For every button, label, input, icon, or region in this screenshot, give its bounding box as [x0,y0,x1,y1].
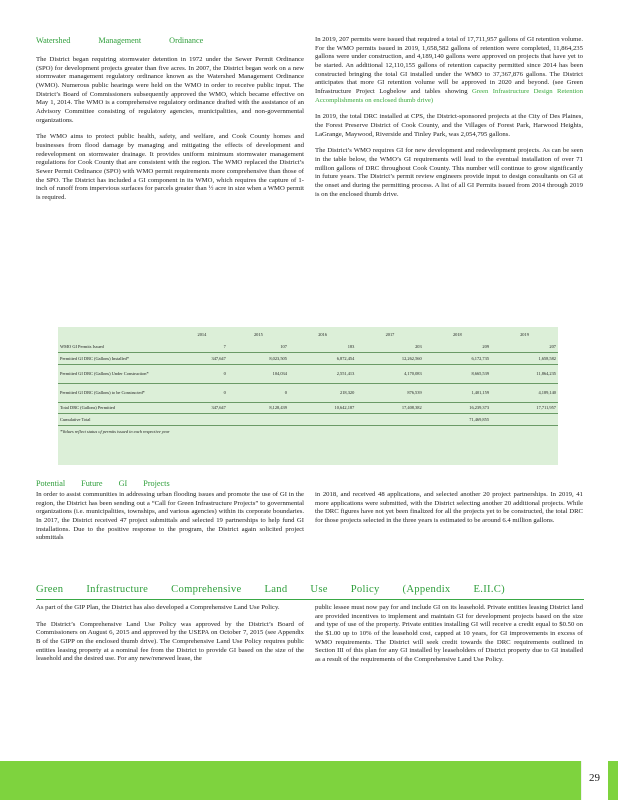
table-row-label: Permitted GI DRC (Gallons) Installed* [58,353,176,365]
table-cell: 6,872,454 [289,353,356,365]
table-cell: 0 [176,364,228,383]
table-row [58,383,558,402]
land-use-policy-heading-text: Green Infrastructure Comprehensive Land Use Policy (Appendix E.II.C) [36,584,505,595]
watershed-right-paragraph-1 [315,36,583,105]
potential-right-paragraph: in 2018, and received 48 applications, and selected another 20 project partnerships. In 2019, 41 more applications were submitted, with the District selecting another 20 additional projects. While the DRC figures have not yet been finalized for all the projects yet to be constructed, the total DRC for those projects selected in the three years is estimated to be around 6.4 million gallons. [315,491,583,524]
table-year: 2018 [452,331,462,337]
table-year: 2015 [253,331,263,337]
table-cell: 12,262,560 [356,353,423,365]
table-cell: 11,864,235 [491,364,558,383]
table-cell: 8,665,539 [424,364,491,383]
table-cell: 1,658,582 [491,353,558,365]
watershed-right-paragraph-3: The District’s WMO requires GI for new development and redevelopment projects. As can be seen in the table below, the WMO’s GI requirements will lead to the eventual installation of over 71 million gallons of DRC throughout Cook County. This number will continue to grow significantly in future years. The District’s permit review engineers provide input to design consultants on GI at the onset and during the permitting process. A list of all GI Permits issued from 2014 through 2019 is on the enclosed thumb drive. [315,147,583,198]
land-use-left-paragraph-1: As part of the GIP Plan, the District has also developed a Comprehensive Land Use Policy. [36,604,280,611]
table-row [58,402,558,414]
land-use-right-paragraph: public lessee must now pay for and include GI on its leasehold. Private entities leasing District land are provided incentives to implement and maintain GI for development projects based on the size and type of use of the property. Private entities installing GI will receive a credit equal to $0.50 on the $1.00 up to 10% of the leasehold cost, capped at 10 years, for GI improvements in excess of WMO requirements. The District will seek credit towards the DRC requirements outlined in Section III of this plan for any GI installed by leaseholders of District property due to GI installed as a result of the requirements of the Comprehensive Land Use Policy. [315,604,583,663]
potential-left-column [36,491,304,551]
table-cell: 17,408,382 [356,402,423,414]
potential-right-column [315,491,583,534]
watershed-right-paragraph-2: In 2019, the total DRC installed at CPS, the District-sponsored projects at the City of Des Plaines, the Forest Preserve District of Cook County, and the Villages of Forest Park, Harwood Heights, LaGrange, Maywood, Riverside and Tinley Park, was 2,054,795 gallons. [315,113,583,138]
footer-bar [0,761,618,800]
table-year: 2017 [385,331,395,337]
table-row-label: Permitted GI DRC (Gallons) to be Constructed* [58,383,176,402]
table-cell: 7 [223,344,226,350]
table-cell: 2,551,413 [289,364,356,383]
table-cumulative-label: Cumulative Total [58,414,176,426]
table-cell: 16,239,373 [424,402,491,414]
table-row [58,364,558,383]
table-cumulative-value: 71,469,855 [424,414,491,426]
table-cell: 347,647 [176,353,228,365]
land-use-right-column [315,604,583,673]
section-divider [36,599,584,600]
page-number: 29 [589,772,600,784]
table-year: 2014 [197,331,207,337]
table-cell: 1,401,159 [424,383,491,402]
table-cell: 8,128,439 [228,402,289,414]
table-cumulative-row [58,414,558,426]
table-note-row [58,425,558,437]
green-infrastructure-accomplishments-link[interactable]: Green Infrastructure Design Retention Accomplishments on enclosed thumb drive) [315,87,583,104]
table-cell: 207 [549,344,556,350]
land-use-left-column [36,604,304,672]
watershed-left-paragraph-1: The District began requiring stormwater detention in 1972 under the Sewer Permit Ordinance (SPO) for development projects greater than five acres. In 2007, the District began work on a new stormwater management regulatory ordinance known as the Watershed Management Ordinance (WMO). Numerous public hearings were held on the WMO in order to receive public input. The District’s Board of Commissioners subsequently approved the WMO, which became effective on May 1, 2014. The WMO is a comprehensive regulatory ordinance drafted with the assistance of an Advisory Committee consisting of regulatory agencies, municipalities, and non-governmental organizations. [36,56,304,124]
watershed-heading: Watershed Management Ordinance [36,36,204,45]
table-row-label: Total DRC (Gallons) Permitted [58,402,176,414]
table-row [58,341,558,353]
table-cell: 209 [482,344,490,350]
table-year: 2016 [318,331,327,337]
table-row [58,353,558,365]
land-use-policy-heading [36,584,586,595]
table-cell: 4,170,083 [356,364,423,383]
potential-projects-heading: Potential Future GI Projects [36,479,170,488]
watershed-left-paragraph-2: The WMO aims to protect public health, safety, and welfare, and Cook County homes and businesses from flood damage by managing and mitigating the effects of development and redevelopment on stormwater drainage. It provides uniform minimum stormwater management regulations for Cook County that are consistent with the region. The WMO replaced the District’s Sewer Permit Ordinance (SPO) with WMO permit requirements more comprehensive than those of the SPO. The District has included a GI component in its WMO, which requires the capture of 1-inch of runoff from impervious surfaces for parcels greater than ½ acre in size when a WMO permit is required. [36,133,304,201]
table-cell: 17,711,957 [491,402,558,414]
watershed-left-column [36,56,304,211]
table-row-label: Permitted GI DRC (Gallons) Under Construction* [58,364,176,383]
watershed-right-paragraph-1-text: In 2019, 207 permits were issued that required a total of 17,711,957 gallons of GI retention volume. For the WMO permits issued in 2019, 1,658,582 gallons of retention were completed, 11,864,235 gallons were under construction, and 4,189,140 gallons were approved on projects that have yet to be started. An additional 12,110,155 gallons of retention capacity permitted since 2014 has been constructed bringing the total GI installed under the WMO to 37,367,876 gallons. The District anticipates that more GI retention volume will be approved in 2020 and beyond. (see Green Infrastructure Project Logbelow and tables showing [315,36,583,95]
table-cell: 6,172,735 [424,353,491,365]
table-cell: 10,642,187 [289,402,356,414]
table-cell: 4,189,140 [491,383,558,402]
table-cell: 347,647 [176,402,228,414]
table-cell: 104,034 [228,364,289,383]
table-note: *Values reflect status of permits issued in each respective year [58,425,558,437]
table-cell: 218,320 [289,383,356,402]
table-cell: 0 [176,383,228,402]
table-cell: 203 [415,344,422,350]
table-year: 2019 [520,331,529,337]
land-use-left-paragraph-2: The District’s Comprehensive Land Use Policy was approved by the District’s Board of Commissioners on August 6, 2015 and approved by the USEPA on October 7, 2015 (see Appendix B of the GIPP on the enclosed thumb drive). The Comprehensive Land Use Policy requires public entities leasing property at a nominal fee from the District to provide GI based on the size of the leasehold and the desired use. For any new/renewed lease, the [36,620,304,663]
potential-left-paragraph: In order to assist communities in addressing urban flooding issues and promote the use of GI in the region, the District has been sending out a “Call for Green Infrastructure Projects” to governmental organizations (i.e. municipalities, townships, and various agencies) within its corporate boundaries. In 2017, the District received 47 project submittals and selected 19 partnerships to help fund GI installations. Due to the positive response to the program, the District again solicited project submittals [36,491,304,542]
table-row-label: WMO GI Permits Issued [60,344,104,350]
watershed-right-column [315,36,583,207]
table-cell: 8,023,505 [228,353,289,365]
gi-permits-table [58,327,558,465]
table-cell: 183 [347,344,355,350]
table-cell: 107 [280,344,287,350]
table-header-row [58,327,558,341]
table-cell: 0 [228,383,289,402]
table-cell: 876,539 [356,383,423,402]
